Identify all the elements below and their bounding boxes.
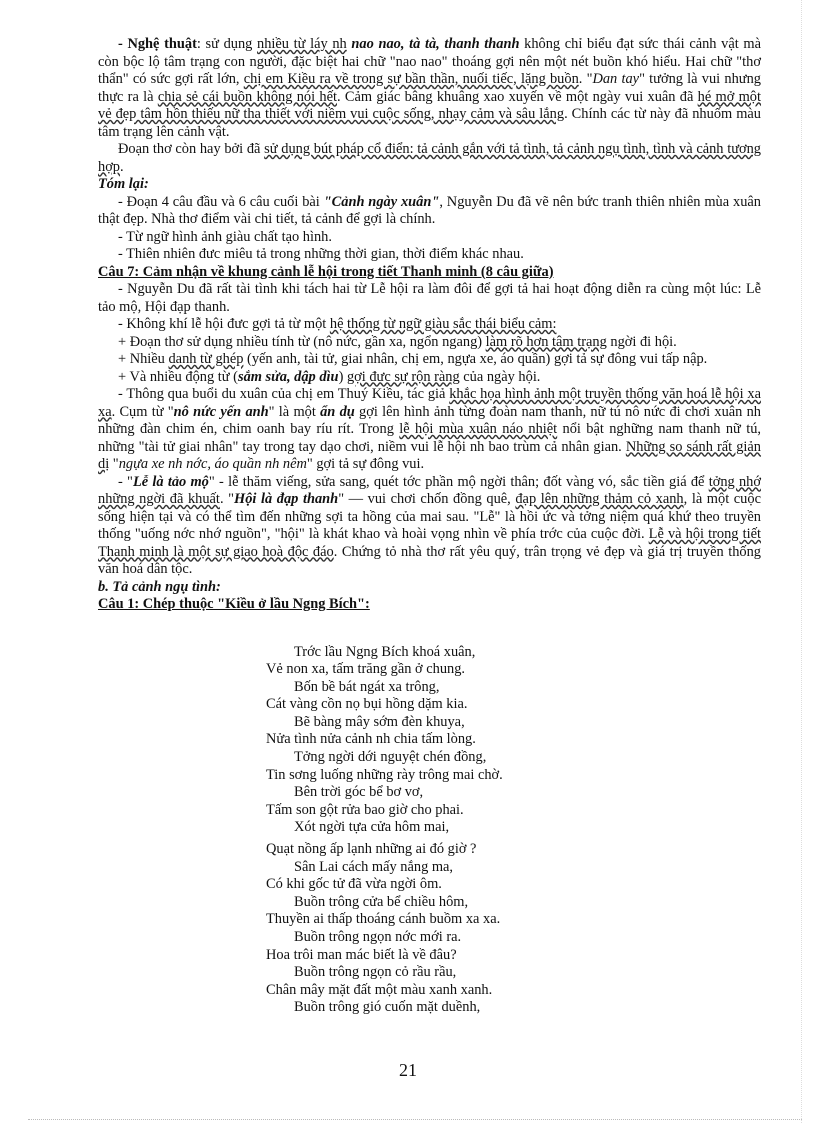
poem-line: Bên trời góc bể bơ vơ, <box>294 784 424 801</box>
italic-quote: ngựa xe nh nớc, áo quần nh nêm <box>118 456 307 472</box>
underlined-text: Lễ và hội trong tiết Thanh minh là một sự giao hoà độc đáo <box>98 526 761 560</box>
text: " là một <box>268 403 321 420</box>
poem-line: Chân mây mặt đất một màu xanh xanh. <box>266 981 493 998</box>
underlined-text: sử dụng bút pháp cổ điển: tả cảnh gắn với tả tình, tả cảnh ngụ tình, tình và cảnh tương hợp <box>98 141 761 175</box>
paragraph-summary-1 <box>98 194 761 229</box>
text: + Đoạn thơ sử dụng nhiều tính từ (nô nức, gần xa, ngổn ngang) <box>118 333 486 350</box>
poem-block <box>266 644 761 1017</box>
paragraph-art <box>98 36 761 141</box>
text: . Cụm từ " <box>111 403 174 420</box>
text: không chỉ biểu đạt sức thái cảnh vật mà còn bộc lộ tâm trạng con người, đặc biệt hai chữ "nao nao" thoáng gợi nên một nét buồn khó hiểu. Hai chữ "thơ thẩn" có sức gợi rất lớn, <box>98 36 761 87</box>
text: (yến anh, tài tử, giai nhân, chị em, ngựa xe, áo quần) gợi tả sự đông vui tấp nập. <box>243 351 708 367</box>
emphasis-text: ẩn dụ <box>320 403 355 420</box>
text: gợi lên hình ảnh từng đoàn nam thanh, nữ tú nô nức đi chơi xuân nh những đàn chim én, chim oanh bay ríu rít. Trong <box>98 403 761 437</box>
text: " gợi tả sự đông vui. <box>306 456 425 472</box>
text: " — vui chơi chốn đồng quê, <box>338 491 516 507</box>
label-bold: - Nghệ thuật <box>118 36 197 52</box>
emphasis-text: Hội là đạp thanh <box>234 491 339 507</box>
italic-text: Dan tay <box>592 71 640 87</box>
poem-line: Nửa tình nửa cảnh nh chia tấm lòng. <box>266 731 476 748</box>
underlined-text: đạp lên những thảm cỏ xanh <box>515 491 684 507</box>
text: . " <box>578 71 593 87</box>
paragraph-summary-3: - Thiên nhiên đưc miêu tả trong những thời gian, thời điểm khác nhau. <box>118 246 524 262</box>
text: nổi bật nghững nam thanh nữ tú, những "tài tử giai nhân" tay trong tay dạo chơi, niềm vui lễ hội nh bao trùm cả nhân gian. <box>98 421 761 455</box>
poem-line: Tấm son gột rửa bao giờ cho phai. <box>266 801 464 818</box>
text: ngời đi hội. <box>606 333 677 350</box>
page-number: 21 <box>399 1060 417 1080</box>
poem-line: Bẽ bàng mây sớm đèn khuya, <box>294 713 465 730</box>
heading-section-b: b. Tả cảnh ngụ tình: <box>98 578 221 595</box>
underlined-text: nhiều từ láy nh <box>257 36 347 52</box>
paragraph-nouns <box>98 351 761 369</box>
paragraph-rituals <box>98 474 761 579</box>
underlined-text: Những so sánh rất giản dị <box>98 438 762 472</box>
underlined-text: hệ thống từ ngữ giàu sắc thái biểu cảm: <box>329 316 557 332</box>
text: . Chính các từ này đã nhuốm màu tâm trạng lên cảnh vật. <box>98 106 761 140</box>
heading-question-7: Câu 7: Cảm nhận về khung cảnh lễ hội trong tiết Thanh minh (8 câu giữa) <box>98 263 554 280</box>
underlined-text: khắc họa hình ảnh một truyền thống văn hoá lễ hội xa xa <box>98 386 761 420</box>
text: : sử dụng <box>196 36 258 52</box>
poem-line: Buồn trông gió cuốn mặt duềnh, <box>294 999 481 1016</box>
poem-line: Buồn trông cửa bể chiều hôm, <box>294 893 469 910</box>
text: " - lễ thăm viếng, sửa sang, quét tớc phần mộ ngời thân; đốt vàng vó, sắc tiền giá để <box>208 473 709 490</box>
text: - Thông qua buổi du xuân của chị em Thuý Kiều, tác giả <box>118 386 450 402</box>
underlined-text: gợi đưc sự rộn ràng <box>346 368 460 385</box>
paragraph-spring-outing <box>98 386 761 474</box>
poem-title: "Cảnh ngày xuân" <box>323 193 440 210</box>
heading-question-1: Câu 1: Chép thuộc "Kiều ở lầu Ngng Bích": <box>98 596 370 612</box>
text: . Cảm giác bâng khuâng xao xuyến về một ngày vui xuân đã <box>337 88 698 105</box>
poem-line: Có khi gốc tử đã vừa ngời ôm. <box>266 876 442 893</box>
poem-line: Vẻ non xa, tấm trăng gần ở chung. <box>266 661 466 678</box>
poem-line: Trớc lầu Ngng Bích khoá xuân, <box>294 643 476 660</box>
poem-line: Xót ngời tựa cửa hôm mai, <box>294 819 450 836</box>
text: " tưởng là vui nhưng thực ra là <box>98 71 761 105</box>
page-bottom-border <box>28 1119 802 1120</box>
underlined-text: danh từ ghép <box>168 351 244 367</box>
paragraph-technique <box>98 141 761 176</box>
page-right-border <box>801 0 802 1123</box>
underlined-text: chia sẻ cái buồn không nói hết <box>157 88 337 105</box>
paragraph-adjectives <box>98 334 761 352</box>
emphasis-text: nao nao, tà tà, thanh thanh <box>351 36 520 52</box>
text: - Không khí lễ hội đưc gợi tả từ một <box>118 316 330 332</box>
paragraph-verbs <box>98 369 761 387</box>
poem-line: Bốn bề bát ngát xa trông, <box>294 678 440 695</box>
text: . " <box>219 491 235 507</box>
text: " <box>109 456 119 472</box>
poem-line: Buồn trông ngọn cỏ rầu rầu, <box>294 964 457 981</box>
underlined-text: lễ hội mùa xuân náo nhiệt <box>399 421 558 437</box>
underlined-text: tởng nhớ những ngời đã khuất <box>98 473 761 507</box>
text: - Đoạn 4 câu đầu và 6 câu cuối bài <box>118 193 324 210</box>
heading-summary: Tóm lại: <box>98 176 149 192</box>
poem-line: Quạt nồng ấp lạnh những ai đó giờ ? <box>266 841 477 858</box>
text: + Nhiều <box>118 351 169 367</box>
emphasis-text: Lễ là tảo mộ <box>132 473 209 490</box>
emphasis-text: sắm sửa, dập dìu <box>237 368 339 385</box>
text: , Nguyễn Du đã vẽ nên bức tranh thiên nhiên mùa xuân thật đẹp. Nhà thơ điểm vài chi tiết, tả cảnh để gợi là chính. <box>98 193 761 227</box>
poem-line: Hoa trôi man mác biết là về đâu? <box>266 946 457 963</box>
underlined-text: làm rõ hơn tâm trạng <box>485 333 607 350</box>
poem-line: Sân Lai cách mấy nắng ma, <box>294 858 454 875</box>
document-body <box>98 36 761 1017</box>
underlined-text: hé mở một vẻ đẹp tâm hồn thiếu nữ tha thiết với niềm vui cuộc sống, nhạy cảm và sâu lắng <box>98 88 762 122</box>
text: . <box>120 158 124 175</box>
poem-line: Tin sơng luống những rày trông mai chờ. <box>266 766 503 783</box>
text: ) <box>338 368 347 385</box>
poem-line: Tởng ngời dới nguyệt chén đồng, <box>294 749 487 766</box>
text: của ngày hội. <box>459 368 541 385</box>
poem-line: Buồn trông ngọn nớc mới ra. <box>294 929 462 945</box>
text: . Chứng tỏ nhà thơ rất yêu quý, trân trọng vẻ đẹp và giá trị truyền thống văn hoá dân tộc. <box>98 543 761 577</box>
emphasis-text: nô nức yến anh <box>173 403 269 420</box>
text: Đoạn thơ còn hay bởi đã <box>118 141 265 157</box>
underlined-text: chị em Kiều ra về trong sự bần thần, nuối tiếc, lặng buồn <box>243 71 579 87</box>
paragraph-summary-2: - Từ ngữ hình ảnh giàu chất tạo hình. <box>118 228 332 245</box>
text: + Và nhiều động từ ( <box>118 368 238 385</box>
poem-line: Cát vàng cồn nọ bụi hồng dặm kia. <box>266 696 468 713</box>
text: - " <box>118 473 133 490</box>
text: , là một cuộc sống hiện tại và có thể tìm đến những sợi ta hồng của mai sau. "Lễ" là hồi ức và tởng niệm quá khứ theo truyền thống "uống nớc nhớ nguồn", "hội" là khát khao và hoài vọng nhìn về phía trớc của cuộc đời. <box>98 491 761 542</box>
paragraph-atmosphere <box>98 316 761 334</box>
paragraph-festival-intro: - Nguyễn Du đã rất tài tình khi tách hai từ Lễ hội ra làm đôi để gợi tả hai hoạt động diễn ra cùng một lúc: Lễ tảo mộ, Hội đạp thanh. <box>98 281 761 315</box>
poem-line: Thuyền ai thấp thoáng cánh buồm xa xa. <box>266 911 501 928</box>
